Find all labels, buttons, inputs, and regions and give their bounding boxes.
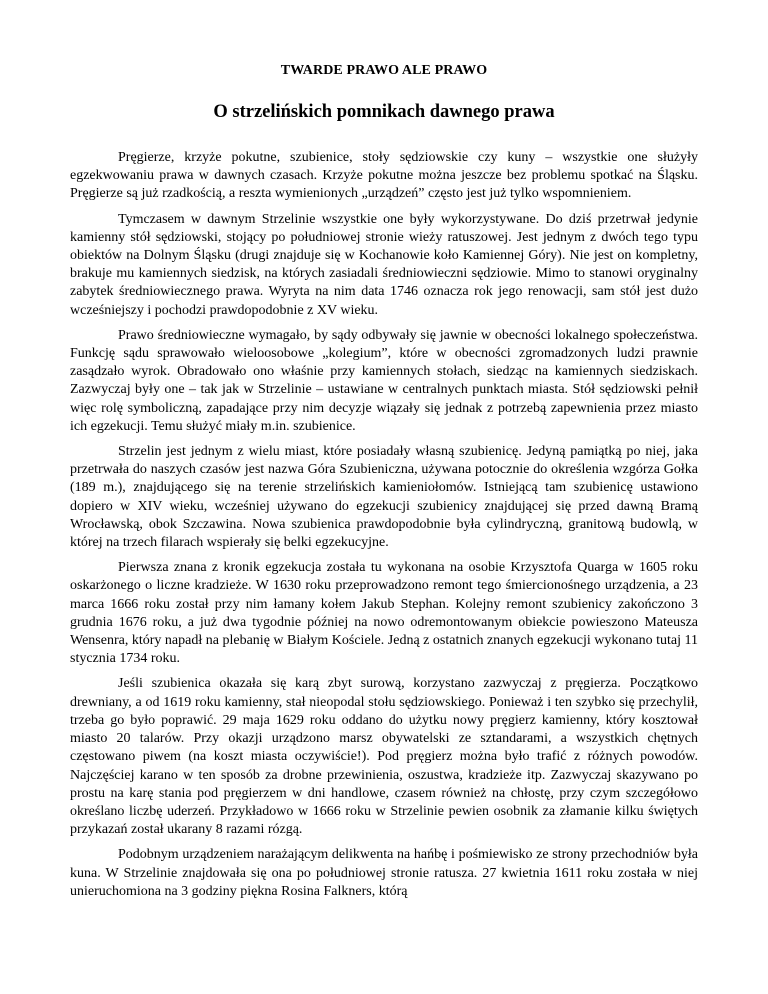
paragraph-1: Pręgierze, krzyże pokutne, szubienice, stoły sędziowskie czy kuny – wszystkie one służyły egzekwowaniu prawa w dawnych czasach. Krzyże pokutne można jeszcze bez problemu spotkać na Śląsku. Pręgierze są już rzadkością, a reszta wymienionych „urządzeń” często jest już tylko wspomnieniem.	[70, 150, 698, 202]
paragraph-4: Strzelin jest jednym z wielu miast, które posiadały własną szubienicę. Jedyną pamiątką po niej, jaka przetrwała do naszych czasów jest nazwa Góra Szubieniczna, używana potocznie do określenia wzgórza Gołka (189 m.), znajdującego się na terenie strzelińskich kamieniołomów. Istniejącą tam szubienicę ustawiono dopiero w XIV wieku, wcześniej używano do egzekucji szubienicy znajdującej się przed dawną Bramą Wrocławską, obok Szczawina. Nowa szubienica prawdopodobnie była cylindryczną, granitową budowlą, w której na trzech filarach wspierały się belki egzekucyjne.	[70, 444, 698, 551]
document-kicker: TWARDE PRAWO ALE PRAWO	[280, 63, 488, 78]
paragraph-2: Tymczasem w dawnym Strzelinie wszystkie one były wykorzystywane. Do dziś przetrwał jedynie kamienny stół sędziowski, stojący po południowej stronie wieży ratuszowej. Jest jednym z dwóch tego typu obiektów na Dolnym Śląsku (drugi znajduje się w Kochanowie koło Kamiennej Góry). Nie jest on kompletny, brakuje mu kamiennych siedzisk, na których zasiadali średniowieczni sędziowie. Mimo to stanowi oryginalny zabytek średniowiecznego prawa. Wyryta na nim data 1746 oznacza rok jego renowacji, sam stół jest dużo wcześniejszy i pochodzi prawdopodobnie z XV wieku.	[70, 211, 698, 318]
document-page	[70, 62, 698, 908]
paragraph-5: Pierwsza znana z kronik egzekucja została tu wykonana na osobie Krzysztofa Quarga w 1605 roku oskarżonego o liczne kradzieże. W 1630 roku przeprowadzono remont tego śmiercionośnego urządzenia, a 23 marca 1666 roku został przy nim łamany kołem Jakub Stephan. Kolejny remont szubienicy zakończono 3 grudnia 1676 roku, a już dwa tygodnie później na nowo odremontowanym obiekcie powieszono Mateusza Wensenra, który napadł na plebanię w Białym Kościele. Jedną z ostatnich znanych egzekucji wykonano tutaj 11 stycznia 1734 roku.	[70, 560, 698, 667]
document-title: O strzelińskich pomnikach dawnego prawa	[213, 102, 555, 122]
paragraph-7: Podobnym urządzeniem narażającym delikwenta na hańbę i pośmiewisko ze strony przechodniów była kuna. W Strzelinie znajdowała się ona po południowej stronie ratusza. 27 kwietnia 1611 roku została w niej unieruchomiona na 3 godziny piękna Rosina Falkners, którą	[70, 847, 698, 899]
paragraph-3: Prawo średniowieczne wymagało, by sądy odbywały się jawnie w obecności lokalnego społeczeństwa. Funkcję sądu sprawowało wieloosobowe „kolegium”, które w obecności zgromadzonych ludzi prawnie zasądzało wyrok. Obradowało ono właśnie przy kamiennych stołach, siedząc na kamiennych siedziskach. Zazwyczaj były one – tak jak w Strzelinie – ustawiane w centralnych punktach miasta. Stół sędziowski pełnił więc rolę symboliczną, zapadające przy nim decyzje wiązały się jednak z potrzebą zapewnienia przez miasto ich egzekucji. Temu służyć miały m.in. szubienice.	[70, 327, 698, 434]
paragraph-6: Jeśli szubienica okazała się karą zbyt surową, korzystano zazwyczaj z pręgierza. Początkowo drewniany, a od 1619 roku kamienny, stał nieopodal stołu sędziowskiego. Ponieważ i ten szybko się przechylił, trzeba go było poprawić. 29 maja 1629 roku oddano do użytku nowy pręgierz kamienny, który kosztował miasto 20 talarów. Przy okazji urządzono marsz obywatelski ze sztandarami, a wszystkich chętnych częstowano piwem (na koszt miasta oczywiście!). Pod pręgierz można było trafić z różnych powodów. Najczęściej karano w ten sposób za drobne przewinienia, oszustwa, kradzieże itp. Zazwyczaj skazywano po prostu na karę stania pod pręgierzem w dni handlowe, czasem również na chłostę, przy czym szczegółowo określano liczbę uderzeń. Przykładowo w 1666 roku w Strzelinie pewien osobnik za złamanie kilku świętych przykazań został ukarany 8 razami rózgą.	[70, 676, 698, 838]
